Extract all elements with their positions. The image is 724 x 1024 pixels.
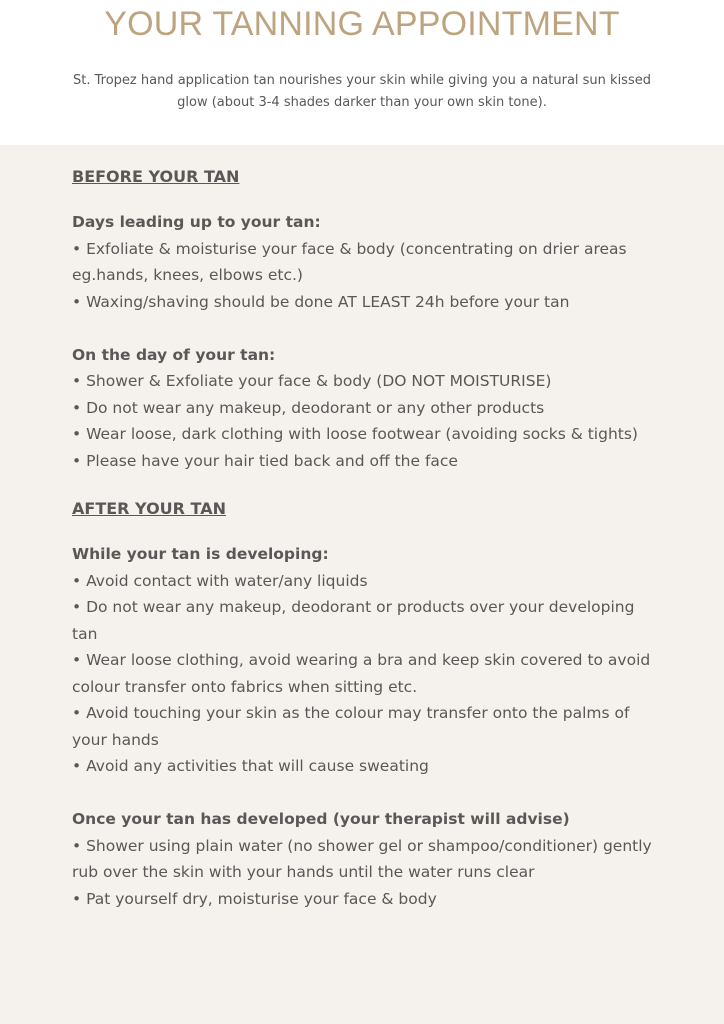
list-item: • Please have your hair tied back and off the face (72, 451, 458, 470)
list-item: • Do not wear any makeup, deodorant or any other products (72, 398, 545, 417)
spacer (72, 780, 664, 807)
days-leading-up-block (72, 209, 664, 315)
tan-developed-block (72, 806, 664, 912)
list-item: • Pat yourself dry, moisturise your face & body (72, 889, 437, 908)
content-panel (0, 145, 724, 1024)
tan-developing-title: While your tan is developing: (72, 545, 329, 563)
after-tan-heading: AFTER YOUR TAN (72, 499, 226, 518)
day-of-tan-title: On the day of your tan: (72, 345, 276, 364)
list-item: • Avoid any activities that will cause sweating (72, 757, 429, 775)
list-item: • Shower & Exfoliate your face & body (DO NOT MOISTURISE) (72, 372, 552, 390)
tan-developed-title: Once your tan has developed (your therapist will advise) (72, 810, 570, 828)
list-item: • Exfoliate & moisturise your face & body (concentrating on drier areas eg.hands, knees, elbows etc.) (72, 239, 627, 284)
days-leading-up-title: Days leading up to your tan: (72, 213, 321, 231)
list-item: • Avoid contact with water/any liquids (72, 571, 368, 590)
before-tan-heading: BEFORE YOUR TAN (72, 167, 240, 186)
tan-developing-block (72, 541, 664, 780)
spacer (72, 188, 664, 209)
list-item: • Wear loose clothing, avoid wearing a bra and keep skin covered to avoid colour transfer onto fabrics when sitting etc. (72, 651, 651, 696)
spacer (72, 315, 664, 342)
spacer (72, 520, 664, 541)
intro-text: St. Tropez hand application tan nourishes your skin while giving you a natural sun kissed glow (about 3-4 shades darker than your own skin tone). (73, 73, 651, 110)
list-item: • Do not wear any makeup, deodorant or products over your developing tan (72, 598, 635, 643)
page-header (0, 0, 724, 145)
list-item: • Waxing/shaving should be done AT LEAST 24h before your tan (72, 292, 570, 311)
list-item: • Shower using plain water (no shower gel or shampoo/conditioner) gently rub over the skin with your hands until the water runs clear (72, 836, 652, 881)
list-item: • Avoid touching your skin as the colour may transfer onto the palms of your hands (72, 704, 630, 749)
day-of-tan-block (72, 342, 664, 475)
page-title: YOUR TANNING APPOINTMENT (104, 5, 620, 43)
list-item: • Wear loose, dark clothing with loose footwear (avoiding socks & tights) (72, 425, 638, 443)
spacer (72, 474, 664, 498)
